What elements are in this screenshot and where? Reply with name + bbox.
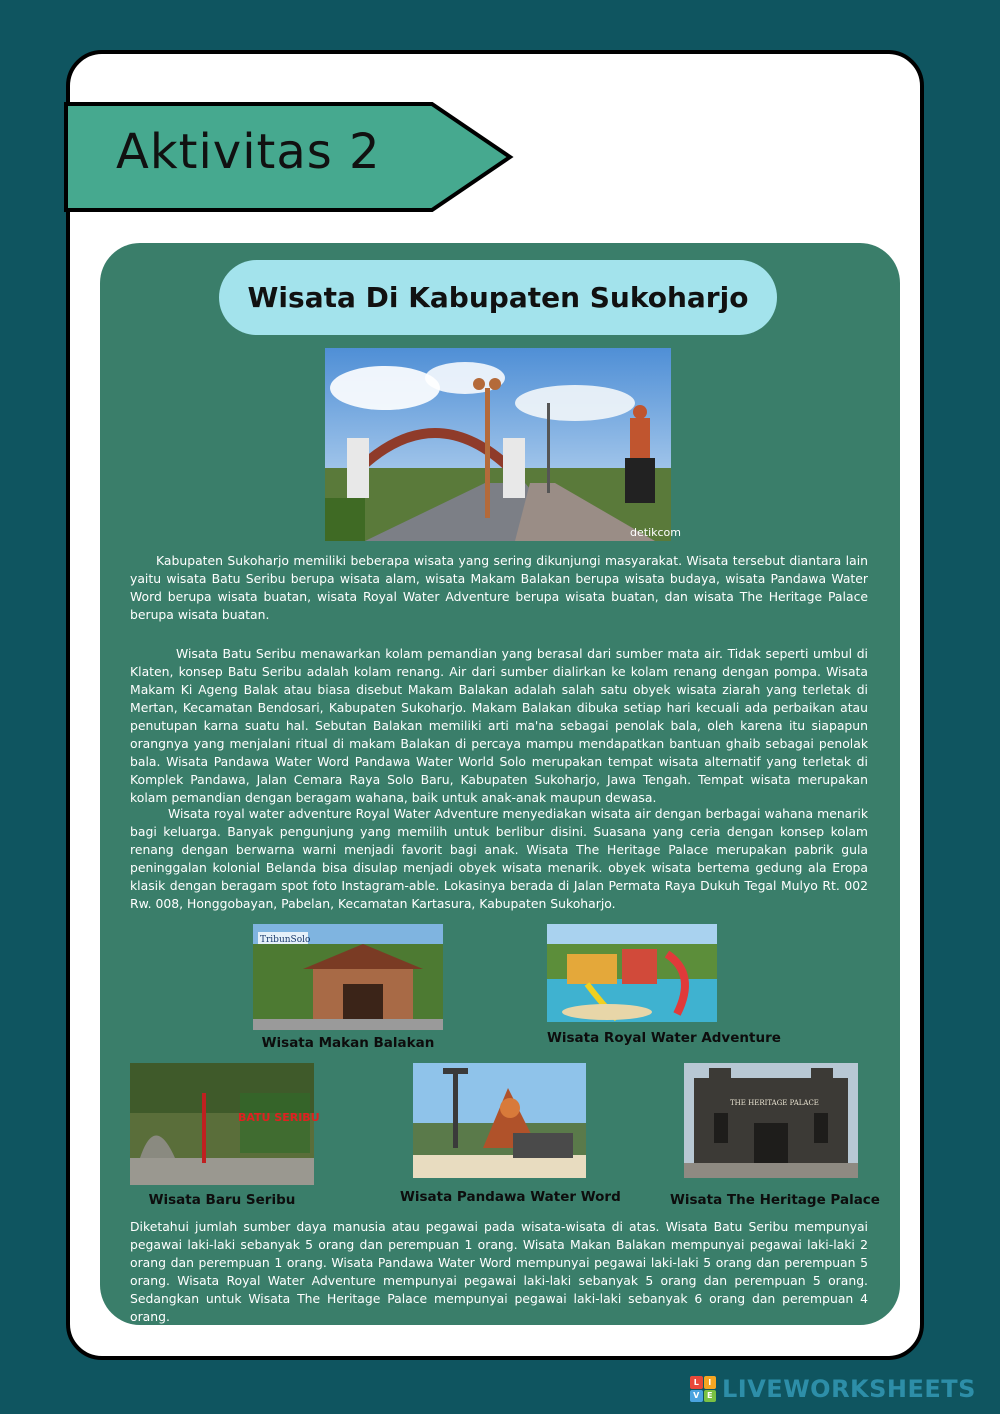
photo-text-batu-seribu: BATU SERIBU xyxy=(238,1111,320,1124)
caption-batu-seribu: Wisata Baru Seribu xyxy=(148,1192,296,1208)
main-photo-gate xyxy=(325,348,681,541)
caption-pandawa-water-world: Wisata Pandawa Water Word xyxy=(400,1189,621,1205)
paragraph-closing: Diketahui jumlah sumber daya manusia atau pegawai pada wisata-wisata di atas. Wisata Batu Seribu mempunyai pegawai laki-laki sebanyak 5 orang dan perempuan 1 orang. Wisata Makan Balakan mempunyai pegawai laki-laki 2 orang dan perempuan 1 orang. Wisata Pandawa Water Word mempunyai pegawai laki-laki 5 orang dan perempuan 5 orang. Wisata Royal Water Adventure mempunyai pegawai laki-laki sebanyak 5 orang dan perempuan 5 orang. Sedangkan untuk Wisata The Heritage Palace mempunyai pegawai laki-laki sebanyak 6 orang dan perempuan 4 orang. xyxy=(130,1219,868,1324)
section-header xyxy=(219,260,777,335)
liveworksheets-brand: LIVEWORKSHEETS xyxy=(722,1375,976,1403)
caption-makam-balakan: Wisata Makan Balakan xyxy=(261,1035,435,1051)
activity-banner xyxy=(66,102,512,212)
photo-heritage-palace xyxy=(684,1063,858,1178)
photo-watermark: detikcom xyxy=(630,526,681,539)
paragraph-detail-1: Wisata Batu Seribu menawarkan kolam pemandian yang berasal dari sumber mata air. Tidak seperti umbul di Klaten, konsep Batu Seribu adalah kolam renang. Air dari sumber dialirkan ke kolam renang dengan pompa. Wisata Makam Ki Ageng Balak atau biasa disebut Makam Balakan adalah salah satu obyek wisata ziarah yang terletak di Mertan, Kecamatan Bendosari, Kabupaten Sukoharjo. Makam Balakan dibuka setiap hari kecuali ada perbaikan atau penutupan karna suatu hal. Sebutan Balakan memiliki arti ma'na sebagai penolak bala, oleh karena itu siapapun orangnya yang menjalani ritual di makam Balakan di percaya mampu mendapatkan bantuan ghaib sebagai penolak bala. Wisata Pandawa Water Word Pandawa Water World Solo merupakan tempat wisata alternatif yang terletak di Komplek Pandawa, Jalan Cemara Raya Solo Baru, Kabupaten Sukoharjo, Jawa Tengah. Tempat wisata merupakan kolam pemandian dengan beragam wahana, baik untuk anak-anak maupun dewasa. xyxy=(130,646,868,805)
photo-pandawa-water-world xyxy=(413,1063,586,1178)
section-title: Wisata Di Kabupaten Sukoharjo xyxy=(247,281,749,314)
photo-makam-balakan xyxy=(253,924,443,1030)
photo-text-heritage-palace: THE HERITAGE PALACE xyxy=(730,1099,819,1107)
photo-royal-water-adventure xyxy=(547,924,717,1022)
activity-title: Aktivitas 2 xyxy=(116,124,381,180)
liveworksheets-logo-icon: L I V E xyxy=(690,1376,716,1402)
paragraph-intro: Kabupaten Sukoharjo memiliki beberapa wisata yang sering dikunjungi masyarakat. Wisata tersebut diantara lain yaitu wisata Batu Seribu berupa wisata alam, wisata Makam Balakan berupa wisata budaya, wisata Pandawa Water Word berupa wisata buatan, wisata Royal Water Adventure berupa wisata buatan, dan wisata The Heritage Palace berupa wisata buatan. xyxy=(130,553,868,622)
caption-heritage-palace: Wisata The Heritage Palace xyxy=(670,1192,880,1208)
photo-text-tribunsolo: TribunSolo xyxy=(260,935,311,945)
liveworksheets-watermark[interactable] xyxy=(690,1374,976,1404)
photo-batu-seribu xyxy=(130,1063,320,1185)
caption-royal-water-adventure: Wisata Royal Water Adventure xyxy=(547,1030,781,1046)
paragraph-detail-2: Wisata royal water adventure Royal Water Adventure menyediakan wisata air dengan berbagai wahana menarik bagi keluarga. Banyak pengunjung yang memilih untuk berlibur disini. Suasana yang ceria dengan konsep kolam renang dengan berwarna warni menjadi favorit bagi anak. Wisata The Heritage Palace merupakan pabrik gula peninggalan kolonial Belanda bisa disulap menjadi obyek wisata menarik. obyek wisata bertema gedung ala Eropa klasik dengan beragam spot foto Instagram-able. Lokasinya berada di Jalan Permata Raya Dukuh Tegal Mulyo Rt. 002 Rw. 008, Honggobayan, Pabelan, Kecamatan Kartasura, Kabupaten Sukoharjo. xyxy=(130,806,868,911)
